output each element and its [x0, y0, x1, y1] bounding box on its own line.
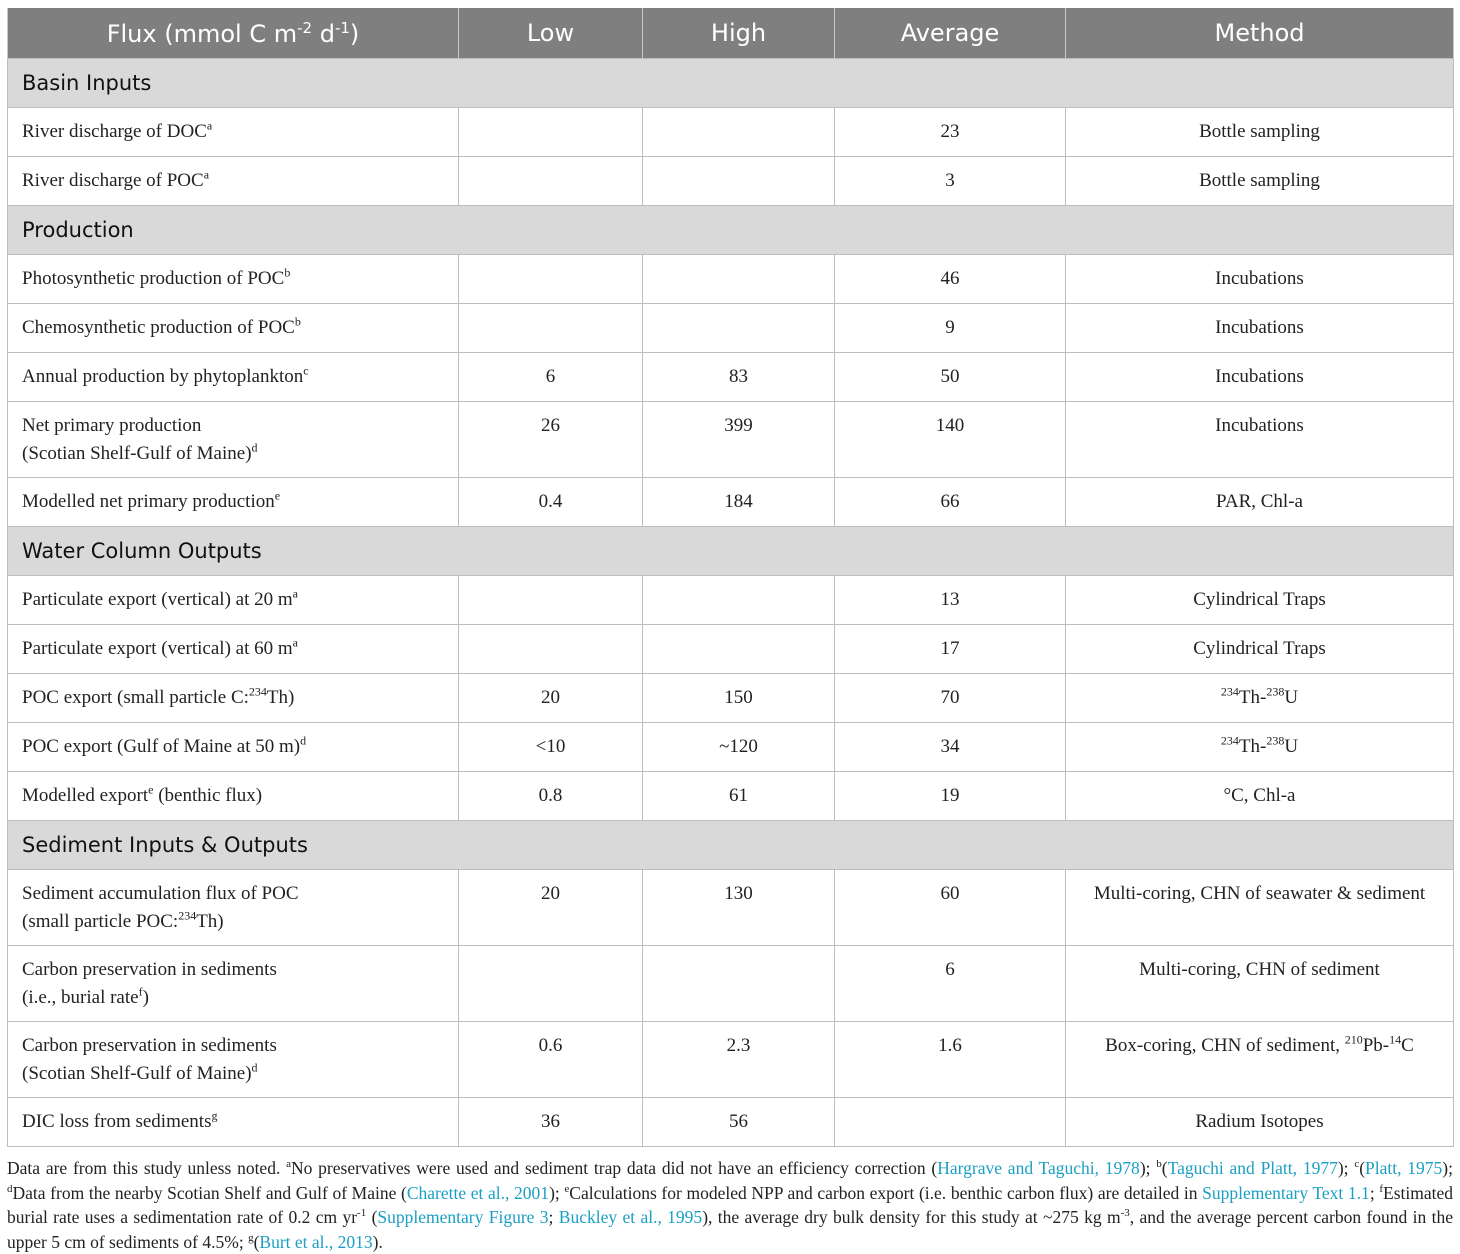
cell-high — [643, 946, 835, 1022]
cell-low: 0.6 — [459, 1022, 643, 1098]
cell-low: 6 — [459, 353, 643, 402]
cell-high — [643, 625, 835, 674]
cell-high — [643, 108, 835, 157]
cell-high: ~120 — [643, 723, 835, 772]
cell-method: Multi-coring, CHN of sediment — [1066, 946, 1454, 1022]
cell-low — [459, 304, 643, 353]
supplementary-link[interactable]: Supplementary Text 1.1 — [1202, 1182, 1370, 1203]
table-row — [8, 625, 1454, 674]
cell-method: Incubations — [1066, 304, 1454, 353]
row-label: Chemosynthetic production of POC$^b$ — [8, 304, 459, 353]
cell-low: 0.4 — [459, 478, 643, 527]
cell-method: Radium Isotopes — [1066, 1098, 1454, 1147]
row-label: Carbon preservation in sediments (Scotian Shelf-Gulf of Maine)$^d$ — [8, 1022, 459, 1098]
cell-average: 6 — [835, 946, 1066, 1022]
data-table-container — [7, 8, 1453, 1254]
cell-method: Incubations — [1066, 402, 1454, 478]
cell-method: Bottle sampling — [1066, 108, 1454, 157]
row-label: Sediment accumulation flux of POC (small particle POC:$^{234}$Th) — [8, 870, 459, 946]
flux-table — [7, 8, 1454, 1147]
row-label: Photosynthetic production of POC$^b$ — [8, 255, 459, 304]
cell-low: 0.8 — [459, 772, 643, 821]
cell-low: 36 — [459, 1098, 643, 1147]
table-row — [8, 402, 1454, 478]
cell-average: 60 — [835, 870, 1066, 946]
cell-average: 17 — [835, 625, 1066, 674]
cell-average: 66 — [835, 478, 1066, 527]
citation-link[interactable]: Platt, 1975 — [1365, 1158, 1443, 1178]
citation-link[interactable]: Burt et al., 2013 — [259, 1231, 373, 1252]
table-row — [8, 1098, 1454, 1147]
cell-high: 56 — [643, 1098, 835, 1147]
cell-low — [459, 108, 643, 157]
table-footnotes: Data are from this study unless noted. $^a$No preservatives were used and sediment trap data did not have an efficiency correction (Hargrave and Taguchi, 1978); $^b$(Taguchi and Platt, 1977); $^c$(Platt, 1975); $^d$Data from the nearby Scotian Shelf and Gulf of Maine (Charette et al., 2001); $^e$Calculations for modeled NPP and carbon export (i.e. benthic carbon flux) are detailed in Supplementary Text 1.1; $^f$Estimated burial rate uses a sedimentation rate of 0.2 cm $yr^{-1}$ (Supplementary Figure 3; Buckley et al., 1995), the average dry bulk density for this study at ~275 kg $m^{-3}$, and the average percent carbon found in the upper 5 cm of sediments of 4.5%; $^g$(Burt et al., 2013). — [7, 1158, 1454, 1252]
cell-average: 19 — [835, 772, 1066, 821]
header-high: High — [643, 8, 835, 59]
cell-average: 13 — [835, 576, 1066, 625]
cell-high — [643, 576, 835, 625]
cell-high — [643, 304, 835, 353]
cell-high — [643, 157, 835, 206]
table-row — [8, 353, 1454, 402]
cell-method: Box-coring, CHN of sediment, $^{210}$Pb-$^{14}$C — [1066, 1022, 1454, 1098]
cell-average: 50 — [835, 353, 1066, 402]
cell-high: 184 — [643, 478, 835, 527]
cell-low — [459, 576, 643, 625]
section-row — [8, 206, 1454, 255]
cell-high: 130 — [643, 870, 835, 946]
cell-high: 2.3 — [643, 1022, 835, 1098]
section-row — [8, 527, 1454, 576]
row-label: Net primary production (Scotian Shelf-Gulf of Maine)$^d$ — [8, 402, 459, 478]
table-row — [8, 723, 1454, 772]
cell-low — [459, 625, 643, 674]
table-row — [8, 478, 1454, 527]
row-label: DIC loss from sediments$^g$ — [8, 1098, 459, 1147]
cell-average: 34 — [835, 723, 1066, 772]
cell-average: 70 — [835, 674, 1066, 723]
cell-method: $^{234}$Th-$^{238}$U — [1066, 674, 1454, 723]
table-row — [8, 870, 1454, 946]
header-average: Average — [835, 8, 1066, 59]
row-label: POC export (Gulf of Maine at 50 m)$^d$ — [8, 723, 459, 772]
cell-average: 46 — [835, 255, 1066, 304]
row-label: Modelled net primary production$^e$ — [8, 478, 459, 527]
cell-method: PAR, Chl-a — [1066, 478, 1454, 527]
header-row — [8, 8, 1454, 59]
section-row — [8, 59, 1454, 108]
cell-low: <10 — [459, 723, 643, 772]
cell-average: 9 — [835, 304, 1066, 353]
cell-high: 83 — [643, 353, 835, 402]
cell-method: Cylindrical Traps — [1066, 625, 1454, 674]
citation-link[interactable]: Buckley et al., 1995 — [558, 1207, 703, 1227]
cell-low — [459, 157, 643, 206]
cell-low — [459, 255, 643, 304]
cell-average: 1.6 — [835, 1022, 1066, 1098]
table-row — [8, 674, 1454, 723]
table-row — [8, 946, 1454, 1022]
header-low: Low — [459, 8, 643, 59]
row-label: Modelled export$^e$ (benthic flux) — [8, 772, 459, 821]
header-flux: Flux (mmol C $m^{-2}$ $d^{-1}$) — [8, 8, 459, 59]
cell-method: Multi-coring, CHN of seawater & sediment — [1066, 870, 1454, 946]
cell-low: 26 — [459, 402, 643, 478]
section-production: Production — [8, 206, 1454, 255]
cell-average — [835, 1098, 1066, 1147]
row-label: Carbon preservation in sediments (i.e., burial rate$^f$) — [8, 946, 459, 1022]
table-row — [8, 1022, 1454, 1098]
cell-high: 399 — [643, 402, 835, 478]
cell-method: $^{234}$Th-$^{238}$U — [1066, 723, 1454, 772]
cell-low: 20 — [459, 870, 643, 946]
cell-method: Cylindrical Traps — [1066, 576, 1454, 625]
row-label: River discharge of DOC$^a$ — [8, 108, 459, 157]
table-row — [8, 772, 1454, 821]
citation-link[interactable]: Hargrave and Taguchi, 1978 — [937, 1158, 1140, 1178]
cell-method: Incubations — [1066, 353, 1454, 402]
table-row — [8, 108, 1454, 157]
cell-high: 150 — [643, 674, 835, 723]
section-basin-inputs: Basin Inputs — [8, 59, 1454, 108]
citation-link[interactable]: Charette et al., 2001 — [406, 1182, 550, 1203]
cell-average: 3 — [835, 157, 1066, 206]
row-label: POC export (small particle C:$^{234}$Th) — [8, 674, 459, 723]
cell-high — [643, 255, 835, 304]
citation-link[interactable]: Taguchi and Platt, 1977 — [1167, 1158, 1338, 1178]
cell-low: 20 — [459, 674, 643, 723]
section-water-column-outputs: Water Column Outputs — [8, 527, 1454, 576]
cell-high: 61 — [643, 772, 835, 821]
section-sediment-inputs-outputs: Sediment Inputs & Outputs — [8, 821, 1454, 870]
cell-method: °C, Chl-a — [1066, 772, 1454, 821]
cell-low — [459, 946, 643, 1022]
table-row — [8, 576, 1454, 625]
row-label: Particulate export (vertical) at 20 $m^a$ — [8, 576, 459, 625]
cell-method: Incubations — [1066, 255, 1454, 304]
cell-average: 140 — [835, 402, 1066, 478]
row-label: River discharge of POC$^a$ — [8, 157, 459, 206]
cell-average: 23 — [835, 108, 1066, 157]
row-label: Annual production by phytoplankton$^c$ — [8, 353, 459, 402]
table-row — [8, 304, 1454, 353]
table-row — [8, 157, 1454, 206]
row-label: Particulate export (vertical) at 60 $m^a$ — [8, 625, 459, 674]
section-row — [8, 821, 1454, 870]
cell-method: Bottle sampling — [1066, 157, 1454, 206]
header-method: Method — [1066, 8, 1454, 59]
supplementary-link[interactable]: Supplementary Figure 3 — [377, 1207, 549, 1227]
table-row — [8, 255, 1454, 304]
